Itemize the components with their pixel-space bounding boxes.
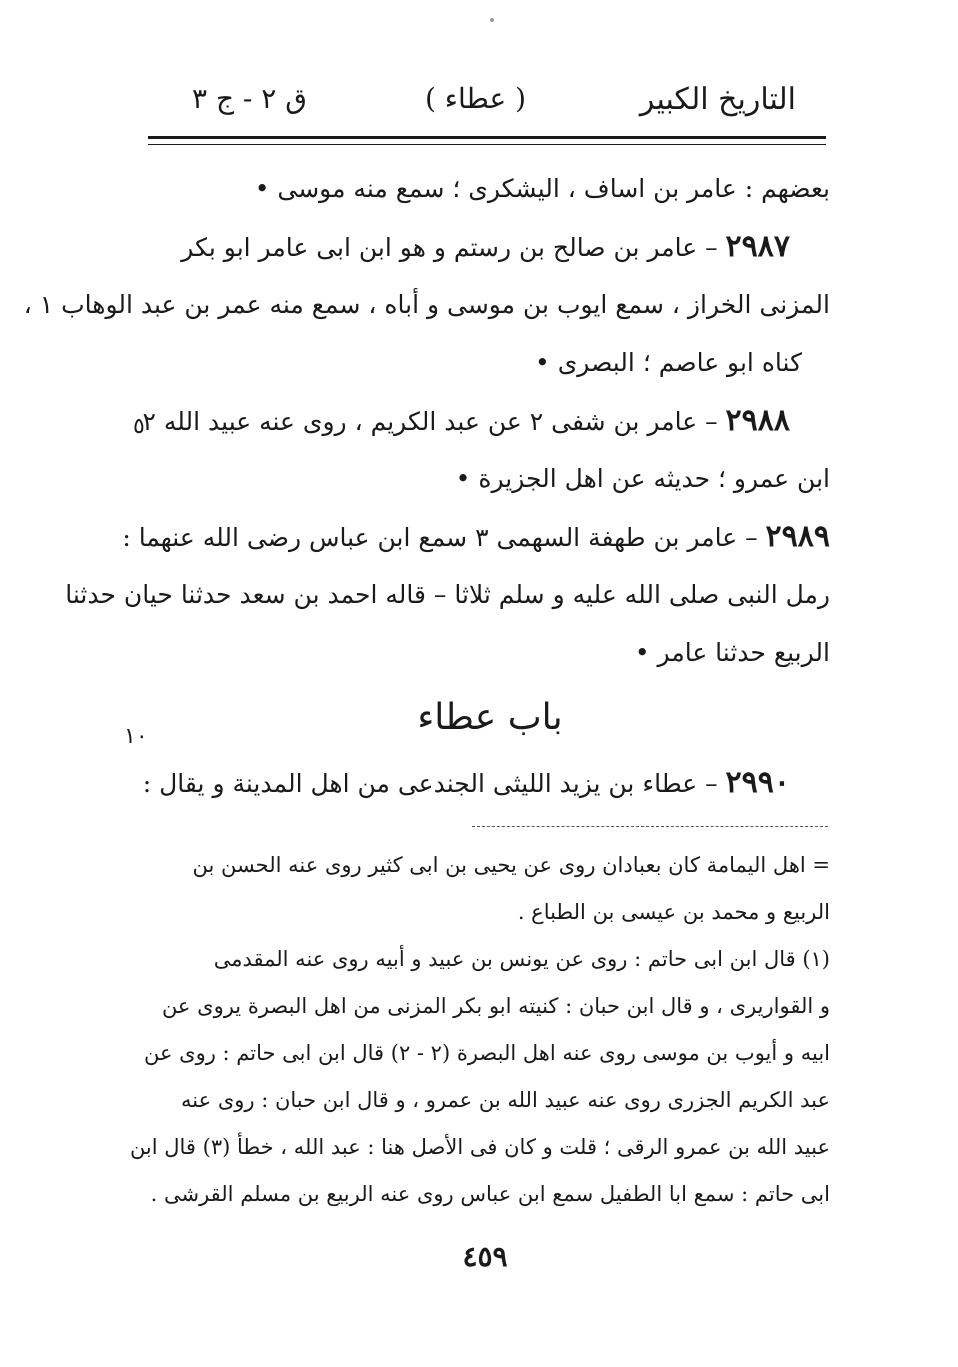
running-header	[148, 74, 826, 134]
volume-label: ق ٢ - ج ٣	[192, 82, 307, 115]
entry-text: – عطاء بن يزيد الليثى الجندعى من اهل المدينة و يقال :	[142, 769, 718, 798]
footnote-line: (١) قال ابن ابى حاتم : روى عن يونس بن عبيد و أبيه روى عنه المقدمى	[213, 947, 830, 971]
entry-number: ٢٩٨٧	[725, 229, 790, 264]
entry-2990-line-1	[142, 754, 830, 812]
entry-text: – عامر بن شفى ٢ عن عبد الكريم ، روى عنه عبيد الله ٢	[142, 407, 718, 436]
entry-2989-line-3: الربيع حدثنا عامر •	[634, 638, 830, 667]
entry-2988-line-1	[142, 392, 830, 450]
entry-2987-line-3: كناه ابو عاصم ؛ البصرى •	[535, 348, 802, 377]
header-rule-thick	[148, 136, 826, 139]
entry-number: ٢٩٨٨	[725, 403, 790, 438]
footnote-line: = اهل اليمامة كان بعبادان روى عن يحيى بن ابى كثير روى عنه الحسن بن	[192, 853, 830, 877]
footnote-line: ابيه و أيوب بن موسى روى عنه اهل البصرة (٢ - ٢) قال ابن ابى حاتم : روى عن	[143, 1041, 830, 1065]
entry-2988-line-2: ابن عمرو ؛ حديثه عن اهل الجزيرة •	[455, 464, 830, 493]
footnote-line: الربيع و محمد بن عيسى بن الطباع .	[517, 900, 830, 924]
book-title: التاريخ الكبير	[639, 82, 796, 117]
speck	[490, 18, 494, 22]
entry-number: ٢٩٩٠	[725, 765, 790, 800]
line-marker-5: ٥	[133, 414, 145, 439]
header-rule-thin	[148, 144, 826, 145]
chapter-heading: باب عطاء	[417, 697, 563, 738]
intro-line: بعضهم : عامر بن اساف ، اليشكرى ؛ سمع منه موسى •	[254, 174, 830, 203]
section-title: ( عطاء )	[424, 82, 526, 115]
footnotes	[129, 842, 830, 1218]
entry-2989-line-2: رمل النبى صلى الله عليه و سلم ثلاثا – قاله احمد بن سعد حدثنا حيان حدثنا	[65, 580, 830, 609]
line-marker-10: ١٠	[124, 724, 148, 749]
footnote-line: عبد الكريم الجزرى روى عنه عبيد الله بن عمرو ، و قال ابن حبان : روى عنه	[181, 1088, 830, 1112]
footnote-line: عبيد الله بن عمرو الرقى ؛ قلت و كان فى الأصل هنا : عبد الله ، خطأ (٣) قال ابن	[129, 1135, 830, 1159]
footnote-line: و القواريرى ، و قال ابن حبان : كنيته ابو بكر المزنى من اهل البصرة يروى عن	[161, 994, 830, 1018]
entry-number: ٢٩٨٩	[765, 519, 830, 554]
footnote-line: ابى حاتم : سمع ابا الطفيل سمع ابن عباس روى عنه الربيع بن مسلم القرشى .	[150, 1182, 830, 1206]
entry-text: – عامر بن صالح بن رستم و هو ابن ابى عامر ابو بكر	[181, 233, 718, 262]
entry-text: – عامر بن طهفة السهمى ٣ سمع ابن عباس رضى الله عنهما :	[122, 523, 758, 552]
entry-2987-line-1	[150, 218, 830, 276]
entry-2987-line-2: المزنى الخراز ، سمع ايوب بن موسى و أباه ، سمع منه عمر بن عبد الوهاب ١ ،	[23, 290, 830, 319]
entry-2989-line-1	[122, 508, 830, 566]
page-number: ٤٥٩	[462, 1240, 508, 1273]
footnote-separator	[472, 826, 828, 828]
